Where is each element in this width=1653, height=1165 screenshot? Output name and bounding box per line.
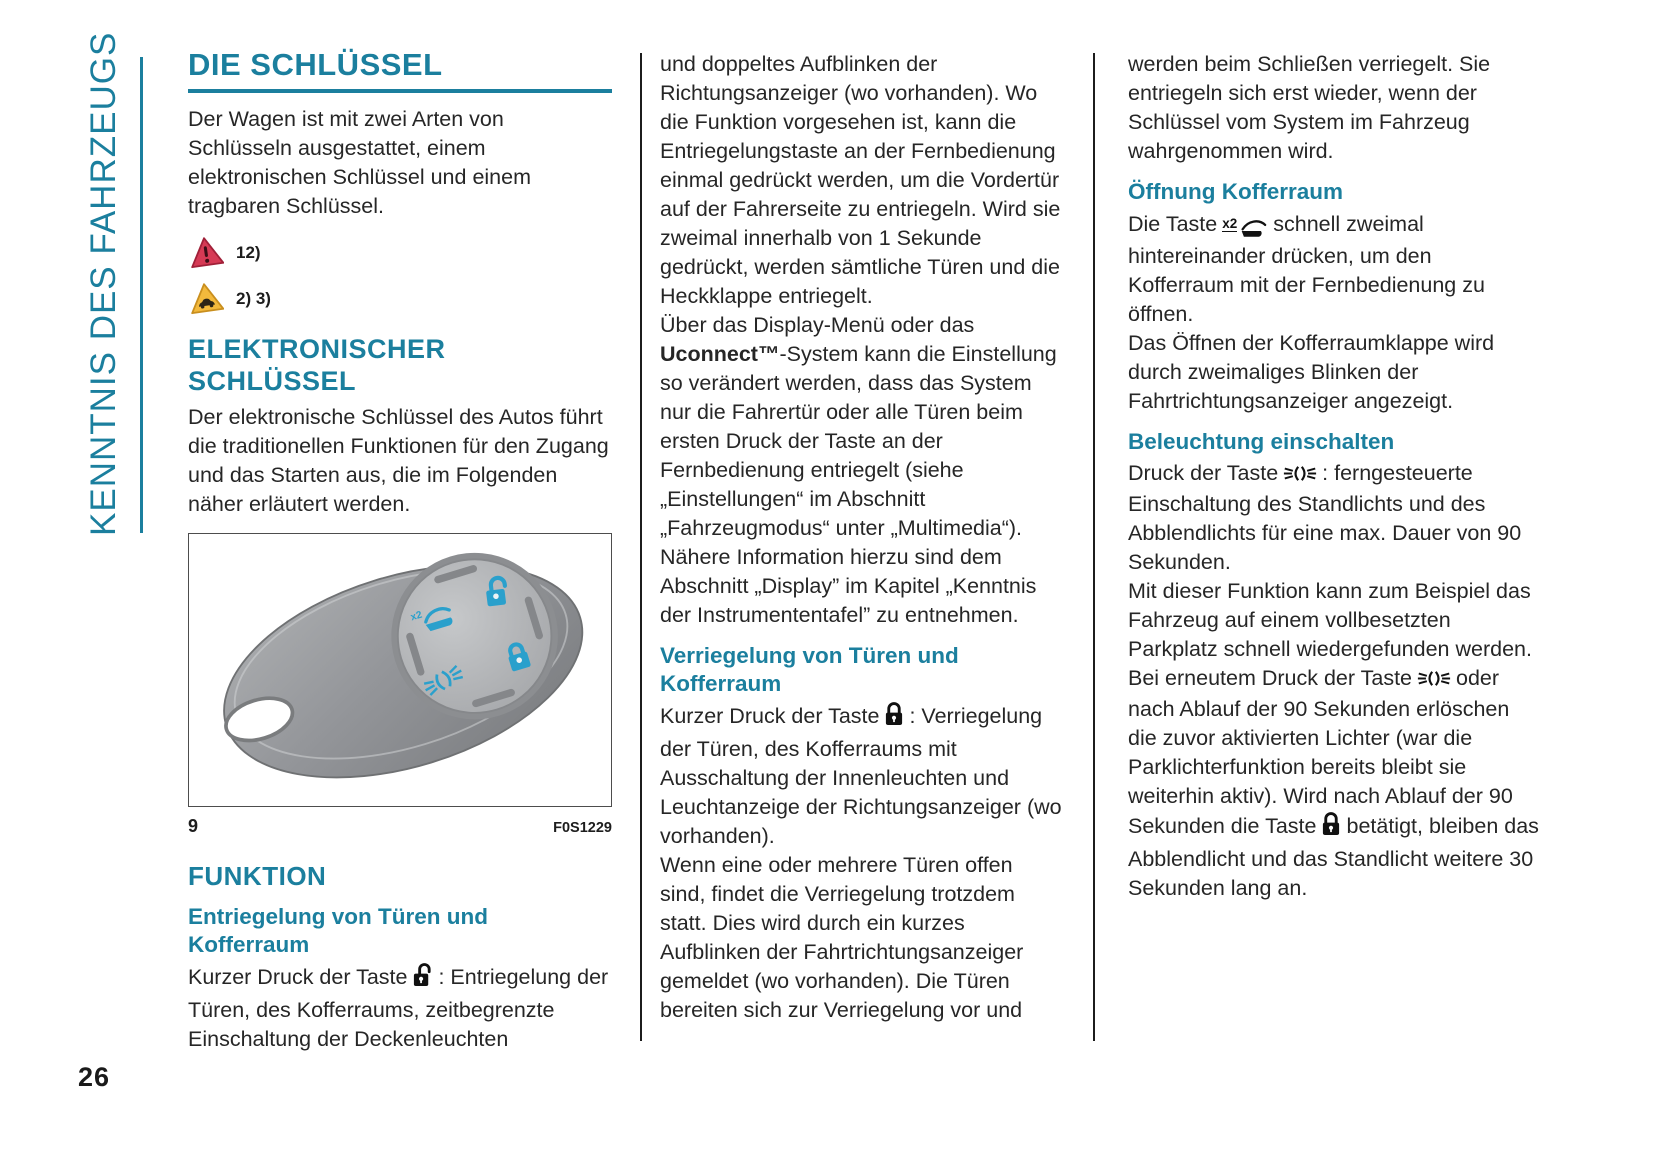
key-fob-figure: [188, 533, 612, 807]
lights-icon: [1283, 461, 1317, 490]
warning-row: [188, 229, 612, 275]
figure-number: 9: [188, 816, 199, 836]
warning-ref-label: 2) 3): [236, 288, 271, 308]
funktion-heading: FUNKTION: [188, 861, 327, 891]
caution-car-triangle-icon: [188, 282, 224, 315]
unlock-icon: [412, 962, 433, 996]
column-3: [1128, 50, 1540, 903]
page-title: DIE SCHLÜSSEL: [188, 50, 612, 93]
warning-row: [188, 275, 612, 321]
section-heading: ELEKTRONISCHER SCHLÜSSEL: [188, 334, 446, 396]
paragraph: werden beim Schließen verriegelt. Sie entriegeln sich erst wieder, wenn der Schlüssel vom System im Fahrzeug wahrgenommen wird.: [1128, 52, 1491, 163]
subheading-entriegelung: Entriegelung von Türen und Kofferraum: [188, 904, 488, 957]
lights-icon: [1417, 666, 1451, 695]
paragraph: Mit dieser Funktion kann zum Beispiel das Fahrzeug auf einem vollbesetzten Parkplatz schnell wiedergefunden werden.: [1128, 579, 1532, 661]
paragraph: Das Öffnen der Kofferraumklappe wird durch zweimaliges Blinken der Fahrtrichtungsanzeiger angezeigt.: [1128, 331, 1495, 413]
figure-caption: [188, 812, 612, 843]
key-fob-illustration: [201, 541, 599, 800]
sidebar-rule: [140, 57, 143, 533]
column-2: [660, 50, 1062, 1025]
subheading-oeffnung-kofferraum: Öffnung Kofferraum: [1128, 179, 1343, 204]
trunk-x2-icon: x2: [1222, 209, 1268, 242]
subheading-beleuchtung: Beleuchtung einschalten: [1128, 429, 1395, 454]
paragraph: Bei erneutem Druck der Taste oder nach Ablauf der 90 Sekunden erlöschen die zuvor aktivierten Lichter (war die Parklichterfunktion bereits bleibt sie weiterhin aktiv). Wird nach Ablauf der 90 Sekunden die Taste betätigt, bleiben das Abblendlicht und das Standlicht weitere 30 Sekunden lang an.: [1128, 666, 1539, 900]
danger-triangle-icon: [188, 236, 224, 269]
uconnect-brand: Uconnect™: [660, 342, 780, 366]
warning-ref-label: 12): [236, 242, 261, 262]
paragraph: Über das Display-Menü oder das Uconnect™-System kann die Einstellung so verändert werden, dass das System nur die Fahrertür oder alle Türen beim ersten Druck der Taste an der Fernbedienung entriegelt (siehe „Einstellungen“ im Abschnitt „Fahrzeugmodus“ unter „Multimedia“). Nähere Information hierzu sind dem Abschnitt „Display” im Kapitel „Kenntnis der Instrumententafel” zu entnehmen.: [660, 313, 1057, 627]
lock-icon: [1321, 811, 1341, 845]
column-divider: [1093, 53, 1095, 1041]
paragraph: Wenn eine oder mehrere Türen offen sind, findet die Verriegelung trotzdem statt. Dies wird durch ein kurzes Aufblinken der Fahrtrichtungsanzeiger gemeldet (wo vorhanden). Die Türen bereiten sich zur Verriegelung vor und: [660, 853, 1024, 1022]
paragraph: Druck der Taste : ferngesteuerte Einschaltung des Standlichts und des Abblendlichts für eine max. Dauer von 90 Sekunden.: [1128, 461, 1522, 574]
paragraph: Kurzer Druck der Taste : Verriegelung der Türen, des Kofferraums mit Ausschaltung der Innenleuchten und Leuchtanzeige der Richtungsanzeiger (wo vorhanden).: [660, 701, 1062, 851]
section-paragraph: Der elektronische Schlüssel des Autos führt die traditionellen Funktionen für den Zugang und das Starten aus, die im Folgenden näher erläutert werden.: [188, 405, 609, 516]
entriegelung-paragraph: Kurzer Druck der Taste : Entriegelung der Türen, des Kofferraums, zeitbegrenzte Einschaltung der Deckenleuchten: [188, 962, 612, 1054]
paragraph: Die Taste $^{x2}$ schnell zweimal hintereinander drücken, um den Kofferraum mit der Fernbedienung zu öffnen.: [1128, 209, 1540, 329]
paragraph: und doppeltes Aufblinken der Richtungsanzeiger (wo vorhanden). Wo die Funktion vorgesehen ist, kann die Entriegelungstaste an der Fernbedienung einmal gedrückt werden, um die Vordertür auf der Fahrerseite zu entriegeln. Wird sie zweimal innerhalb von 1 Sekunde gedrückt, werden sämtliche Türen und die Heckklappe entriegelt.: [660, 52, 1061, 308]
intro-paragraph: Der Wagen ist mit zwei Arten von Schlüsseln ausgestattet, einem elektronischen Schlüssel und einem tragbaren Schlüssel.: [188, 107, 532, 218]
column-1: [188, 47, 612, 1054]
column-divider: [640, 53, 642, 1041]
subheading-verriegelung: Verriegelung von Türen und Kofferraum: [660, 643, 959, 696]
figure-code: F0S1229: [553, 820, 612, 836]
warning-references: [188, 229, 612, 321]
lock-icon: [884, 701, 904, 735]
page-number: 26: [78, 1062, 111, 1092]
svg-text:x2: x2: [409, 609, 424, 623]
chapter-sidebar-label: KENNTNIS DES FAHRZEUGS: [84, 31, 123, 536]
